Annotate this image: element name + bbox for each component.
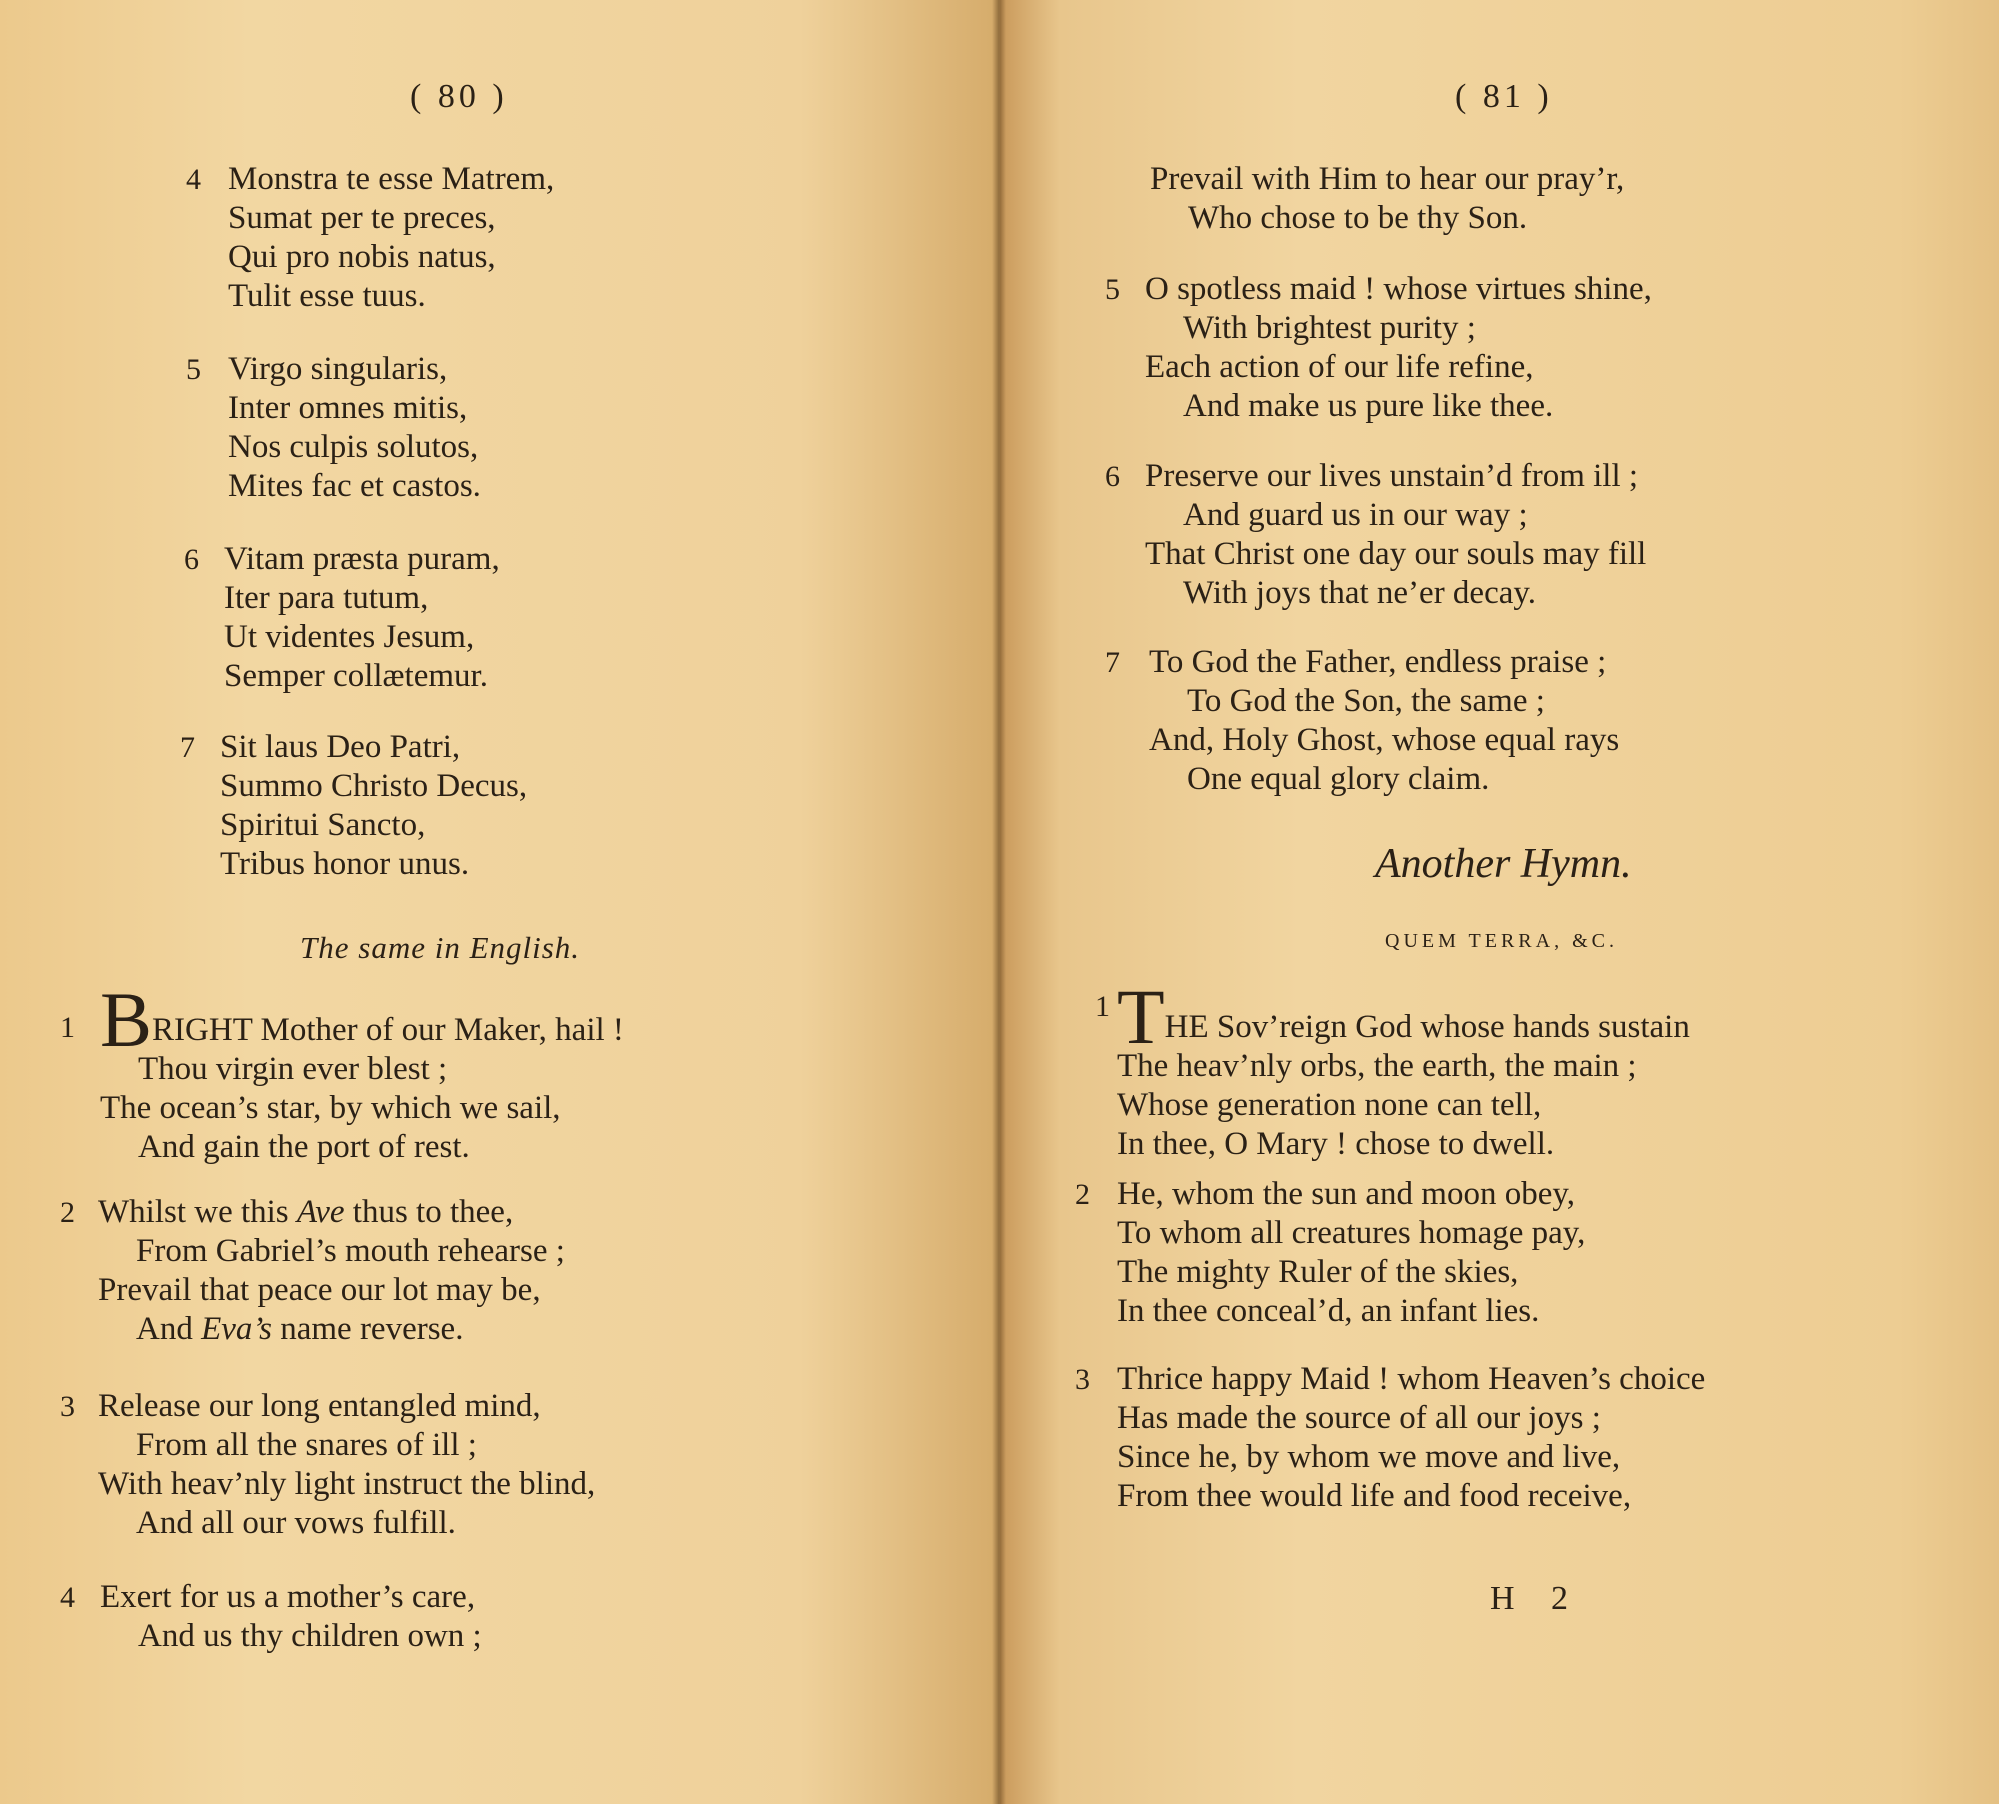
hymn-subtitle: QUEM TERRA, &C. [1385, 930, 1618, 952]
verse-line: Sit laus Deo Patri, [220, 729, 461, 765]
verse-line: The ocean’s star, by which we sail, [100, 1090, 561, 1126]
verse-line: Semper collætemur. [224, 658, 488, 694]
verse-line: Each action of our life refine, [1145, 349, 1534, 385]
verse-line: Mites fac et castos. [228, 468, 481, 504]
verse-number: 3 [1075, 1363, 1090, 1396]
english-verse-5 [1105, 270, 1652, 426]
hymn-verse-2 [1075, 1175, 1585, 1331]
verse-number: 2 [60, 1196, 75, 1229]
latin-verse-7 [180, 728, 527, 884]
verse-line: Exert for us a mother’s care, [100, 1579, 476, 1615]
verse-line: Vitam præsta puram, [224, 541, 500, 577]
verse-line: That Christ one day our souls may fill [1145, 536, 1647, 572]
english-verse-4 [60, 1578, 482, 1656]
verse-line: Inter omnes mitis, [228, 390, 468, 426]
verse-line: Sumat per te preces, [228, 200, 496, 236]
verse-line: Tulit esse tuus. [228, 278, 426, 314]
verse-number: 2 [1075, 1178, 1090, 1211]
continued-verse [1150, 160, 1624, 238]
verse-line: And make us pure like thee. [1183, 388, 1554, 424]
verse-number: 6 [1105, 460, 1120, 493]
verse-first-line [100, 976, 624, 1063]
verse-line: The heav’nly orbs, the earth, the main ; [1117, 1048, 1637, 1084]
book-gutter [992, 0, 1006, 1804]
verse-number: 1 [60, 1011, 75, 1044]
verse-line: Has made the source of all our joys ; [1117, 1400, 1601, 1436]
verse-line: Release our long entangled mind, [98, 1388, 541, 1424]
verse-number: 3 [60, 1390, 75, 1423]
verse-line: Spiritui Sancto, [220, 807, 426, 843]
drop-cap: B [100, 976, 153, 1063]
verse-line: Summo Christo Decus, [220, 768, 528, 804]
verse-line: One equal glory claim. [1187, 761, 1490, 797]
page-number-left: ( 80 ) [410, 78, 508, 115]
verse-line: And Eva’s name reverse. [136, 1311, 464, 1347]
verse-number: 7 [1105, 646, 1120, 679]
verse-line: Prevail that peace our lot may be, [98, 1272, 541, 1308]
verse-line: And, Holy Ghost, whose equal rays [1149, 722, 1620, 758]
right-page [1000, 0, 1999, 1804]
verse-line: HE Sov’reign God whose hands sustain [1164, 1009, 1690, 1045]
verse-first-line [1117, 973, 1690, 1060]
english-verse-6 [1105, 457, 1646, 613]
verse-number: 4 [186, 163, 201, 196]
verse-number: 1 [1095, 990, 1110, 1023]
hymn-verse-1 [1095, 973, 1690, 1164]
verse-line: Since he, by whom we move and live, [1117, 1439, 1621, 1475]
verse-line: The mighty Ruler of the skies, [1117, 1254, 1519, 1290]
latin-verse-6 [184, 540, 500, 696]
verse-line: Tribus honor unus. [220, 846, 470, 882]
hymn-verse-3 [1075, 1360, 1705, 1516]
verse-line: From thee would life and food receive, [1117, 1478, 1632, 1514]
verse-line: With brightest purity ; [1183, 310, 1476, 346]
verse-number: 4 [60, 1581, 75, 1614]
verse-line: Nos culpis solutos, [228, 429, 479, 465]
verse-line: To whom all creatures homage pay, [1117, 1215, 1586, 1251]
verse-line: He, whom the sun and moon obey, [1117, 1176, 1575, 1212]
verse-number: 7 [180, 731, 195, 764]
verse-line: Qui pro nobis natus, [228, 239, 496, 275]
verse-line: Who chose to be thy Son. [1188, 200, 1528, 236]
english-verse-2 [60, 1193, 565, 1349]
verse-line: Ut videntes Jesum, [224, 619, 475, 655]
verse-line: With joys that ne’er decay. [1183, 575, 1536, 611]
verse-line: From all the snares of ill ; [136, 1427, 477, 1463]
verse-line: Prevail with Him to hear our pray’r, [1150, 161, 1625, 197]
verse-line: Virgo singularis, [228, 351, 448, 387]
hymn-title: Another Hymn. [1375, 841, 1632, 887]
page-number-right: ( 81 ) [1455, 78, 1553, 115]
drop-cap: T [1117, 973, 1165, 1060]
verse-number: 5 [186, 353, 201, 386]
verse-line: And us thy children own ; [138, 1618, 482, 1654]
verse-line: O spotless maid ! whose virtues shine, [1145, 271, 1652, 307]
english-verse-3 [60, 1387, 595, 1543]
verse-line: To God the Son, the same ; [1187, 683, 1545, 719]
verse-number: 5 [1105, 273, 1120, 306]
verse-line: From Gabriel’s mouth rehearse ; [136, 1233, 565, 1269]
english-verse-1 [60, 976, 624, 1167]
latin-verse-4 [188, 160, 554, 316]
verse-number: 6 [184, 543, 199, 576]
verse-line: And all our vows fulfill. [136, 1505, 456, 1541]
verse-line: Thou virgin ever blest ; [138, 1051, 448, 1087]
verse-line: And guard us in our way ; [1183, 497, 1528, 533]
verse-line: In thee conceal’d, an infant lies. [1117, 1293, 1540, 1329]
verse-line: In thee, O Mary ! chose to dwell. [1117, 1126, 1555, 1162]
section-heading-english: The same in English. [300, 930, 581, 965]
latin-verse-5 [188, 350, 481, 506]
verse-line: Whose generation none can tell, [1117, 1087, 1542, 1123]
verse-line: RIGHT Mother of our Maker, hail ! [152, 1012, 624, 1048]
verse-line: Thrice happy Maid ! whom Heaven’s choice [1117, 1361, 1706, 1397]
signature-mark: H 2 [1490, 1580, 1583, 1617]
verse-line: Preserve our lives unstain’d from ill ; [1145, 458, 1639, 494]
english-verse-7 [1105, 643, 1619, 799]
verse-line: Iter para tutum, [224, 580, 429, 616]
verse-line: And gain the port of rest. [138, 1129, 470, 1165]
verse-line: Monstra te esse Matrem, [228, 161, 555, 197]
verse-line: To God the Father, endless praise ; [1149, 644, 1607, 680]
verse-line: Whilst we this Ave thus to thee, [98, 1194, 514, 1230]
verse-line: With heav’nly light instruct the blind, [98, 1466, 596, 1502]
